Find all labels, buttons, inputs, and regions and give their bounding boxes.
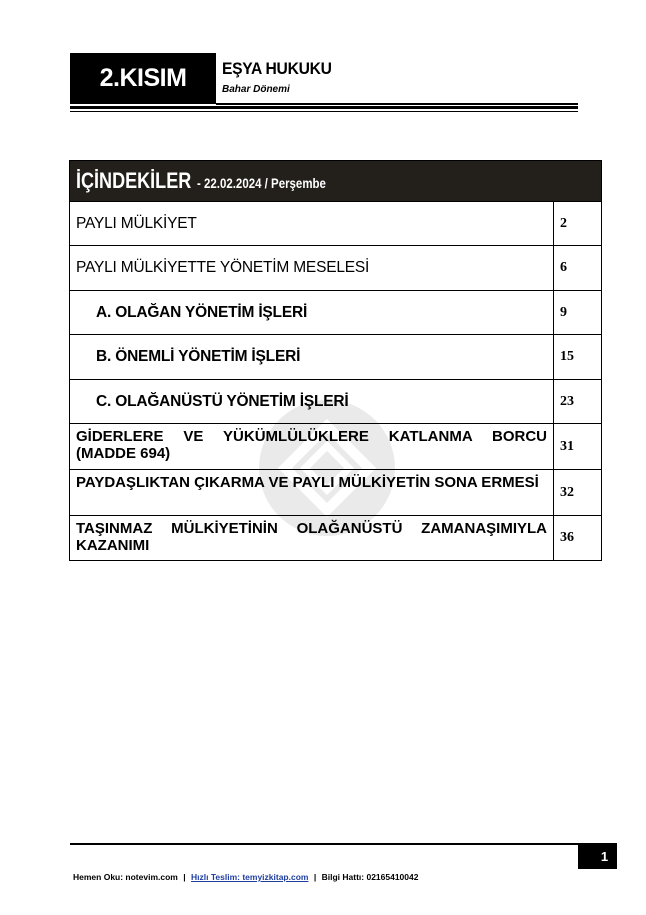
hotline-label: Bilgi Hattı: 02165410042 xyxy=(321,872,419,882)
header-rule xyxy=(216,103,578,105)
toc-row[interactable] xyxy=(70,469,601,515)
toc-entry-title: B. ÖNEMLİ YÖNETİM İŞLERİ xyxy=(70,335,554,379)
toc-date: - 22.02.2024 / Perşembe xyxy=(196,175,326,191)
toc-entry-page: 9 xyxy=(560,304,567,320)
toc-entry-page: 31 xyxy=(560,438,574,454)
toc-entry-page: 6 xyxy=(560,260,567,275)
toc-entry-title: GİDERLERE VE YÜKÜMLÜLÜKLERE KATLANMA BORCU (MADDE 694) xyxy=(70,424,554,469)
delivery-link[interactable]: Hızlı Teslim: temyizkitap.com xyxy=(191,872,309,882)
toc-entry-page: 23 xyxy=(560,393,574,409)
toc-entry-title: A. OLAĞAN YÖNETİM İŞLERİ xyxy=(70,291,554,334)
toc-row[interactable] xyxy=(70,423,601,469)
toc-row[interactable] xyxy=(70,290,601,334)
toc-row[interactable] xyxy=(70,245,601,290)
toc-entry-page: 36 xyxy=(560,530,574,545)
toc-entry-title: PAYLI MÜLKİYETTE YÖNETİM MESELESİ xyxy=(70,246,554,290)
table-of-contents xyxy=(69,160,602,561)
toc-entry-title: C. OLAĞANÜSTÜ YÖNETİM İŞLERİ xyxy=(70,380,554,423)
read-online-label: Hemen Oku: notevim.com xyxy=(73,872,178,882)
footer-info xyxy=(73,872,418,882)
toc-row[interactable] xyxy=(70,334,601,379)
toc-entry-title: TAŞINMAZ MÜLKİYETİNİN OLAĞANÜSTÜ ZAMANAŞIMIYLA KAZANIMI xyxy=(70,516,554,560)
toc-row[interactable] xyxy=(70,379,601,423)
toc-entry-title: PAYDAŞLIKTAN ÇIKARMA VE PAYLI MÜLKİYETİN SONA ERMESİ xyxy=(70,470,554,515)
page-number: 1 xyxy=(600,848,609,864)
footer-rule xyxy=(70,843,578,845)
toc-entry-title: PAYLI MÜLKİYET xyxy=(70,202,554,245)
page-number-badge xyxy=(578,843,617,869)
toc-header xyxy=(70,161,601,201)
toc-entry-page: 2 xyxy=(560,215,567,231)
toc-heading: İÇİNDEKİLER xyxy=(76,168,192,193)
toc-row[interactable] xyxy=(70,515,601,560)
term-label: Bahar Dönemi xyxy=(222,84,290,95)
header-rule xyxy=(70,106,578,109)
footer-separator: | xyxy=(313,872,317,882)
footer-separator: | xyxy=(183,872,186,882)
toc-entry-page: 32 xyxy=(560,484,574,500)
header-rule xyxy=(70,111,578,112)
toc-entry-page: 15 xyxy=(560,349,574,364)
toc-row[interactable] xyxy=(70,201,601,245)
section-badge xyxy=(70,53,216,104)
course-title: EŞYA HUKUKU xyxy=(222,59,332,78)
section-label: 2.KISIM xyxy=(99,64,187,92)
